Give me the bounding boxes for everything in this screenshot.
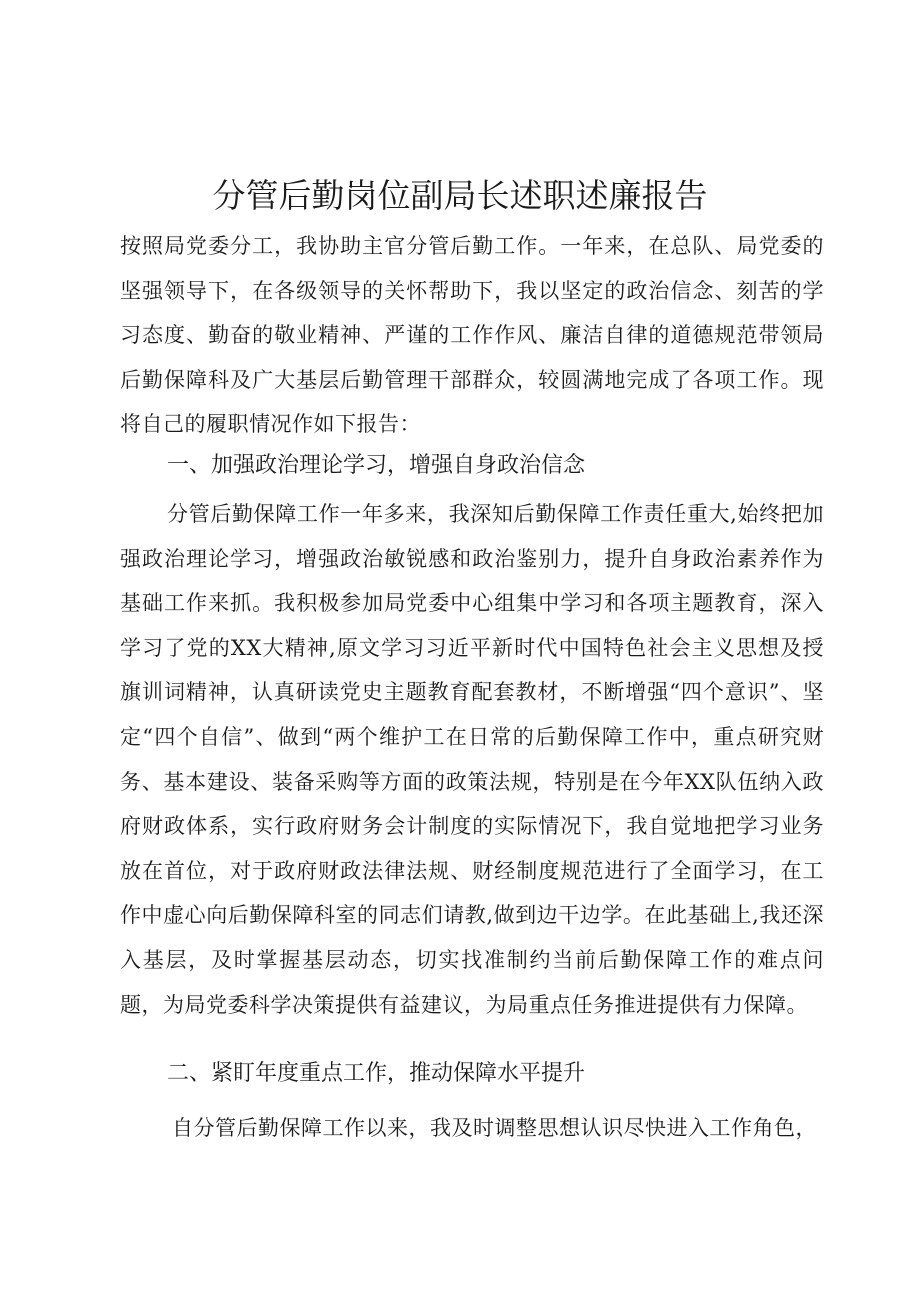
- section-heading-2: 二、紧盯年度重点工作，推动保障水平提升: [167, 1061, 586, 1086]
- section-heading-1: 一、加强政治理论学习，增强自身政治信念: [167, 453, 586, 478]
- intro-paragraph: 按照局党委分工，我协助主官分管后勤工作。一年来，在总队、局党委的坚强领导下，在各级领导的关怀帮助下，我以坚定的政治信念、刻苦的学习态度、勤奋的敬业精神、严谨的工作作风、廉洁自律的道德规范带领局后勤保障科及广大基层后勤管理干部群众，较圆满地完成了各项工作。现将自己的履职情况作如下报告：: [120, 234, 824, 437]
- section-paragraph-1: 分管后勤保障工作一年多来，我深知后勤保障工作责任重大,始终把加强政治理论学习，增强政治敏锐感和政治鉴别力，提升自身政治素养作为基础工作来抓。我积极参加局党委中心组集中学习和各项主题教育，深入学习了党的XX大精神,原文学习习近平新时代中国特色社会主义思想及授旗训词精神，认真研读党史主题教育配套教材，不断增强“四个意识”、坚定“四个自信”、做到“两个维护工在日常的后勤保障工作中，重点研究财务、基本建设、装备采购等方面的政策法规，特别是在今年XX队伍纳入政府财政体系，实行政府财务会计制度的实际情况下，我自觉地把学习业务放在首位，对于政府财政法律法规、财经制度规范进行了全面学习，在工作中虚心向后勤保障科室的同志们请教,做到边干边学。在此基础上,我还深入基层，及时掌握基层动态，切实找准制约当前后勤保障工作的难点问题，为局党委科学决策提供有益建议，为局重点任务推进提供有力保障。: [120, 502, 824, 1017]
- document-title: 分管后勤岗位副局长述职述廉报告: [212, 176, 708, 215]
- section-paragraph-2: 自分管后勤保障工作以来，我及时调整思想认识尽快进入工作角色，: [172, 1116, 817, 1140]
